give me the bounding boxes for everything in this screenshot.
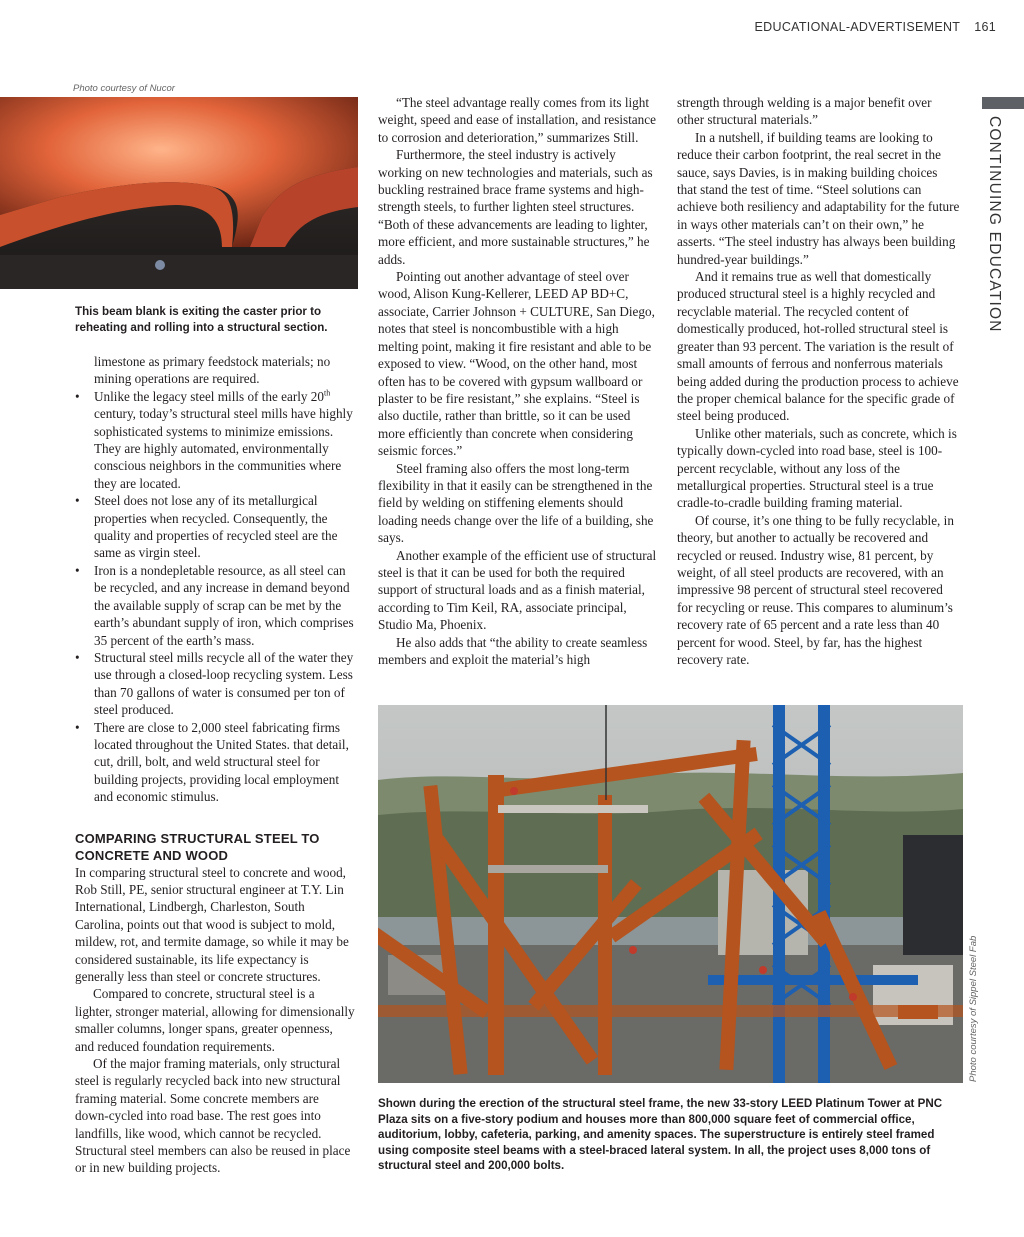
- paragraph: Pointing out another advantage of steel over wood, Alison Kung-Kellerer, LEED AP BD+C, associate, Carrier Johnson + CULTURE, San Diego, notes that steel is noncombustible with a high melting point, making it fire resistant and able to be exposed to view. “Wood, on the other hand, most often has to be covered with gypsum wallboard or plaster to be fire resistant,” she explains. “Steel is also ductile, rather than brittle, so it can be used more efficiently than concrete when considering seismic forces.”: [378, 269, 655, 459]
- section-label: EDUCATIONAL-ADVERTISEMENT: [754, 20, 961, 34]
- page-number: 161: [974, 20, 996, 34]
- column-1: [75, 353, 355, 1177]
- benefits-list: [75, 388, 355, 806]
- paragraph: Steel framing also offers the most long-term flexibility in that it easily can be strengthened in the field by welding on stiffening elements should loading needs change over the life of a building, she says.: [378, 460, 654, 546]
- paragraph: strength through welding is a major benefit over other structural materials.”: [677, 95, 932, 128]
- beam-blank-illustration: [0, 97, 358, 289]
- paragraph: In comparing structural steel to concrete and wood, Rob Still, PE, senior structural engineer at T.Y. Lin International, Lindbergh, Charleston, South Carolina, points out that wood is subject to mold, mildew, rot, and termite damage, so while it may be considered sustainable, its life expectancy is generally less than steel or concrete structures.: [75, 864, 349, 984]
- section-heading: COMPARING STRUCTURAL STEEL TO CONCRETE AND WOOD: [75, 830, 320, 863]
- column-2: [378, 94, 659, 668]
- photo2-credit: Photo courtesy of Sippel Steel Fab: [968, 935, 979, 1082]
- paragraph: Of the major framing materials, only structural steel is regularly recycled back into new structural framing material. Some concrete members are down-cycled into road base. The rest goes into landfills, like wood, which cannot be recycled. Structural steel members can also be reused in place or in new building projects.: [75, 1056, 351, 1176]
- list-item: [75, 388, 355, 492]
- photo2-caption: Shown during the erection of the structural steel frame, the new 33-story LEED Platinum Tower at PNC Plaza sits on a five-story podium and houses more than 800,000 square feet of commercial office, auditorium, lobby, cafeteria, parking, and amenity spaces. The superstructure is entirely steel framed using composite steel beams with a steel-braced lateral system. In all, the project uses 8,000 tons of structural steel and 200,000 bolts.: [378, 1097, 943, 1173]
- list-item: • There are close to 2,000 steel fabricating firms located throughout the United States. that detail, cut, drill, bolt, and weld structural steel for building projects, providing local employment and economic stimulus.: [75, 719, 355, 806]
- bullet-continuation: limestone as primary feedstock materials; no mining operations are required.: [94, 354, 331, 387]
- paragraph: Of course, it’s one thing to be fully recyclable, in theory, but another to actually be recovered and recycled or reused. Industry wise, 81 percent, by weight, of all steel products are recovered, with an impressive 98 percent of structural steel recovered for recycling or reuse. This compares to aluminum’s recovery rate of 65 percent and a rate less than 40 percent for wood. Steel, by far, has the highest recovery rate.: [677, 512, 954, 667]
- side-tab-bar: [982, 97, 1024, 109]
- paragraph: “The steel advantage really comes from its light weight, speed and ease of installation, and resistance to corrosion and deterioration,” summarizes Still.: [378, 95, 656, 145]
- list-item: • Steel does not lose any of its metallurgical properties when recycled. Consequently, the quality and properties of recycled steel are the same as virgin steel.: [75, 492, 355, 562]
- steel-frame-illustration: [378, 705, 963, 1083]
- paragraph: And it remains true as well that domestically produced structural steel is a highly recycled and recyclable material. The recycled content of domestically produced, hot-rolled structural steel is greater than 93 percent. The variation is the result of small amounts of ferrous and nonferrous materials being added during the production process to achieve the proper chemical balance for the specific grade of steel being produced.: [677, 269, 959, 424]
- page-header: [755, 20, 996, 34]
- photo1-caption: This beam blank is exiting the caster prior to reheating and rolling into a structural section.: [75, 305, 328, 334]
- paragraph: Unlike other materials, such as concrete, which is typically down-cycled into road base, steel is 100-percent recyclable, without any loss of the metallurgical properties. Structural steel is a true cradle-to-cradle building framing material.: [677, 425, 957, 511]
- list-item: • Iron is a nondepletable resource, as all steel can be recycled, and any increase in demand beyond the available supply of scrap can be met by the earth’s abundant supply of iron, which comprises 35 percent of the earth’s mass.: [75, 562, 355, 649]
- photo1-credit: Photo courtesy of Nucor: [73, 83, 175, 94]
- side-tab-label: CONTINUING EDUCATION: [986, 116, 1003, 333]
- paragraph: Another example of the efficient use of structural steel is that it can be used for both the required support of structural loads and as a finish material, according to Tim Keil, RA, associate principal, Studio Ma, Phoenix.: [378, 547, 657, 633]
- column-3: [677, 94, 960, 668]
- paragraph: Furthermore, the steel industry is actively working on new technologies and materials, such as buckling restrained brace frame systems and high-strength steels, to further lighten steel structures. “Both of these advancements are leading to lighter, more efficient, and more sustainable structures,” he adds.: [378, 147, 653, 267]
- paragraph: Compared to concrete, structural steel is a lighter, stronger material, allowing for dimensionally smaller columns, longer spans, greater openness, and reduced foundation requirements.: [75, 986, 355, 1054]
- list-item-text: Unlike the legacy steel mills of the early 20: [94, 388, 324, 404]
- paragraph: He also adds that “the ability to create seamless members and exploit the material’s high: [378, 634, 648, 667]
- beam-blank-photo: [0, 97, 358, 289]
- list-item-text: century, today’s structural steel mills have highly sophisticated systems to minimize emissions. They are highly automated, environmentally conscious neighbors in the communities where they are located.: [94, 406, 353, 491]
- superscript: th: [323, 388, 331, 398]
- paragraph: In a nutshell, if building teams are looking to reduce their carbon footprint, the real secret in the sauce, says Davies, is in making building choices that stand the test of time. “Steel solutions can achieve both resiliency and adaptability for the future in ways other materials can’t on their own,” he asserts. “The steel industry has always been building hundred-year buildings.”: [677, 129, 960, 267]
- list-item: • Structural steel mills recycle all of the water they use through a closed-loop recycling system. Less than 70 gallons of water is consumed per ton of steel produced.: [75, 649, 355, 719]
- steel-frame-photo: [378, 705, 963, 1083]
